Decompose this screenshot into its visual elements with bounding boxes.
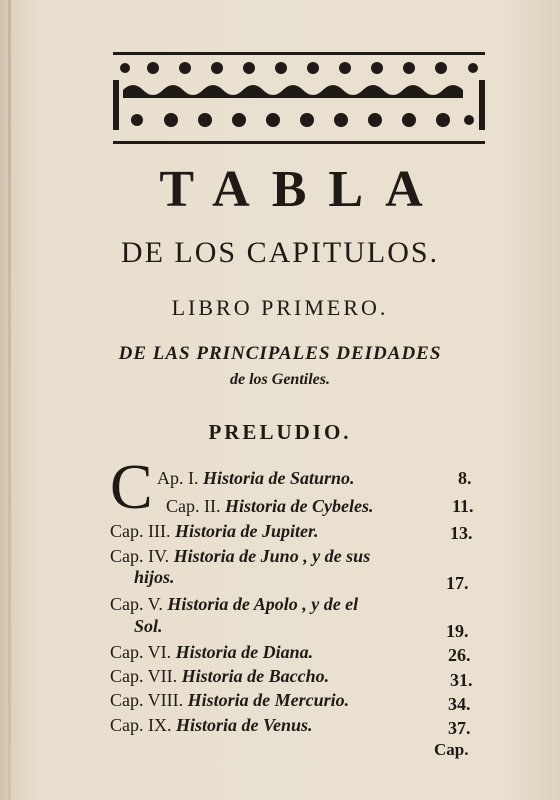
- prelude-heading: PRELUDIO.: [208, 420, 352, 444]
- chapter-title-continued: Sol.: [134, 616, 163, 636]
- chapter-title: Historia de Juno , y de sus: [173, 546, 371, 566]
- chapter-title: Historia de Venus.: [176, 715, 313, 735]
- chapter-title: Historia de Cybeles.: [224, 496, 374, 516]
- toc-entry: [157, 468, 355, 489]
- page-number: 34.: [448, 694, 471, 714]
- chapter-title: Historia de Baccho.: [181, 666, 330, 686]
- page-number: 13.: [450, 523, 473, 543]
- toc-entry: [110, 690, 349, 711]
- chapter-title-continued: hijos.: [134, 567, 175, 587]
- page-number: 17.: [446, 573, 469, 593]
- toc-entry-continuation: [134, 616, 163, 637]
- toc-entry: [166, 496, 373, 517]
- page-number: 11.: [452, 496, 474, 516]
- page-subtitle: DE LOS CAPITULOS.: [120, 236, 440, 269]
- toc-entry: [110, 715, 313, 736]
- chapter-number: Cap. VI.: [110, 642, 172, 662]
- page-number: 31.: [450, 670, 473, 690]
- toc-entry: [110, 546, 370, 567]
- book-heading: LIBRO PRIMERO.: [171, 295, 389, 320]
- chapter-number: Cap. VII.: [110, 666, 178, 686]
- drop-cap: C: [110, 451, 153, 522]
- chapter-number: Cap. IX.: [110, 715, 172, 735]
- chapter-number: Cap. VIII.: [110, 690, 184, 710]
- chapter-title: Historia de Jupiter.: [174, 521, 319, 541]
- chapter-title: Historia de Diana.: [175, 642, 314, 662]
- chapter-number: Ap. I.: [157, 468, 199, 488]
- chapter-title: Historia de Saturno.: [203, 468, 355, 488]
- section-heading-line-2: de los Gentiles.: [230, 371, 330, 388]
- page-title: TABLA: [159, 161, 445, 218]
- page-edge: [8, 0, 11, 800]
- chapter-number: Cap. II.: [166, 496, 221, 516]
- printers-ornament: [113, 52, 485, 144]
- chapter-number: Cap. IV.: [110, 546, 170, 566]
- page-number: 26.: [448, 645, 471, 665]
- chapter-title: Historia de Apolo , y de el: [167, 594, 359, 614]
- toc-entry-continuation: [134, 567, 175, 588]
- section-heading-line-1: DE LAS PRINCIPALES DEIDADES: [118, 343, 442, 364]
- chapter-number: Cap. V.: [110, 594, 163, 614]
- catchword: Cap.: [434, 740, 469, 759]
- toc-entry: [110, 594, 358, 615]
- page-number: 8.: [458, 468, 472, 488]
- toc-entry: [110, 666, 329, 687]
- toc-entry: [110, 642, 313, 663]
- page-number: 19.: [446, 621, 469, 641]
- chapter-number: Cap. III.: [110, 521, 171, 541]
- toc-entry: [110, 521, 319, 542]
- page-number: 37.: [448, 718, 471, 738]
- chapter-title: Historia de Mercurio.: [187, 690, 350, 710]
